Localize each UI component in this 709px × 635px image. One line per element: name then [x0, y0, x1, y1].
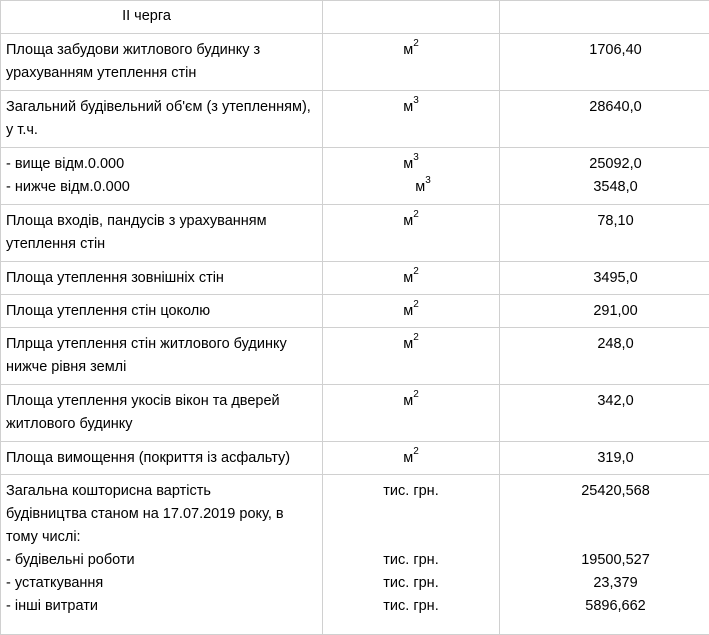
row-value: 291,00: [500, 295, 709, 328]
row-name: Загальний будівельний об'єм (з утепленням), у т.ч.: [1, 91, 323, 148]
row-name: Площа входів, пандусів з урахуванням утеплення стін: [1, 205, 323, 262]
row-value: 319,0: [500, 442, 709, 475]
stage-title: ІІ черга: [1, 1, 323, 34]
table-row: [1, 34, 709, 91]
row-unit: $м^2$: [323, 295, 500, 328]
row-unit: $м^2$: [323, 442, 500, 475]
row-value: 25092,0 3548,0: [500, 148, 709, 205]
row-unit: $м^2$: [323, 34, 500, 91]
row-value: 78,10: [500, 205, 709, 262]
row-unit: $м^3$ $м^3$: [323, 148, 500, 205]
row-unit: $м^2$: [323, 385, 500, 442]
table-row: [1, 148, 709, 205]
row-name: Площа забудови житлового будинку з урахуванням утеплення стін: [1, 34, 323, 91]
row-value: 342,0: [500, 385, 709, 442]
row-unit: $м^3$: [323, 91, 500, 148]
row-unit: $м^2$: [323, 205, 500, 262]
table-row: [1, 442, 709, 475]
row-name: Площа вимощення (покриття із асфальту): [1, 442, 323, 475]
table-row: [1, 328, 709, 385]
table-row: [1, 262, 709, 295]
table-row: [1, 475, 709, 635]
table-row: [1, 385, 709, 442]
row-unit: $м^2$: [323, 262, 500, 295]
row-value: 1706,40: [500, 34, 709, 91]
row-name: - вище відм.0.000 - нижче відм.0.000: [1, 148, 323, 205]
row-name: Загальна кошторисна вартість будівництва станом на 17.07.2019 року, в тому числі: - будівельні роботи - устаткування - інші витрати: [1, 475, 323, 635]
table-row: [1, 1, 709, 34]
row-value: 28640,0: [500, 91, 709, 148]
row-name: Площа утеплення укосів вікон та дверей житлового будинку: [1, 385, 323, 442]
row-unit: $м^2$: [323, 328, 500, 385]
table-row: [1, 205, 709, 262]
row-name: Плрща утеплення стін житлового будинку нижче рівня землі: [1, 328, 323, 385]
row-value: 248,0: [500, 328, 709, 385]
row-value: 25420,568 19500,527 23,379 5896,662: [500, 475, 709, 635]
row-name: Площа утеплення стін цоколю: [1, 295, 323, 328]
row-unit: тис. грн. тис. грн. тис. грн. тис. грн.: [323, 475, 500, 635]
row-value: 3495,0: [500, 262, 709, 295]
table-row: [1, 295, 709, 328]
row-name: Площа утеплення зовнішніх стін: [1, 262, 323, 295]
table-row: [1, 91, 709, 148]
